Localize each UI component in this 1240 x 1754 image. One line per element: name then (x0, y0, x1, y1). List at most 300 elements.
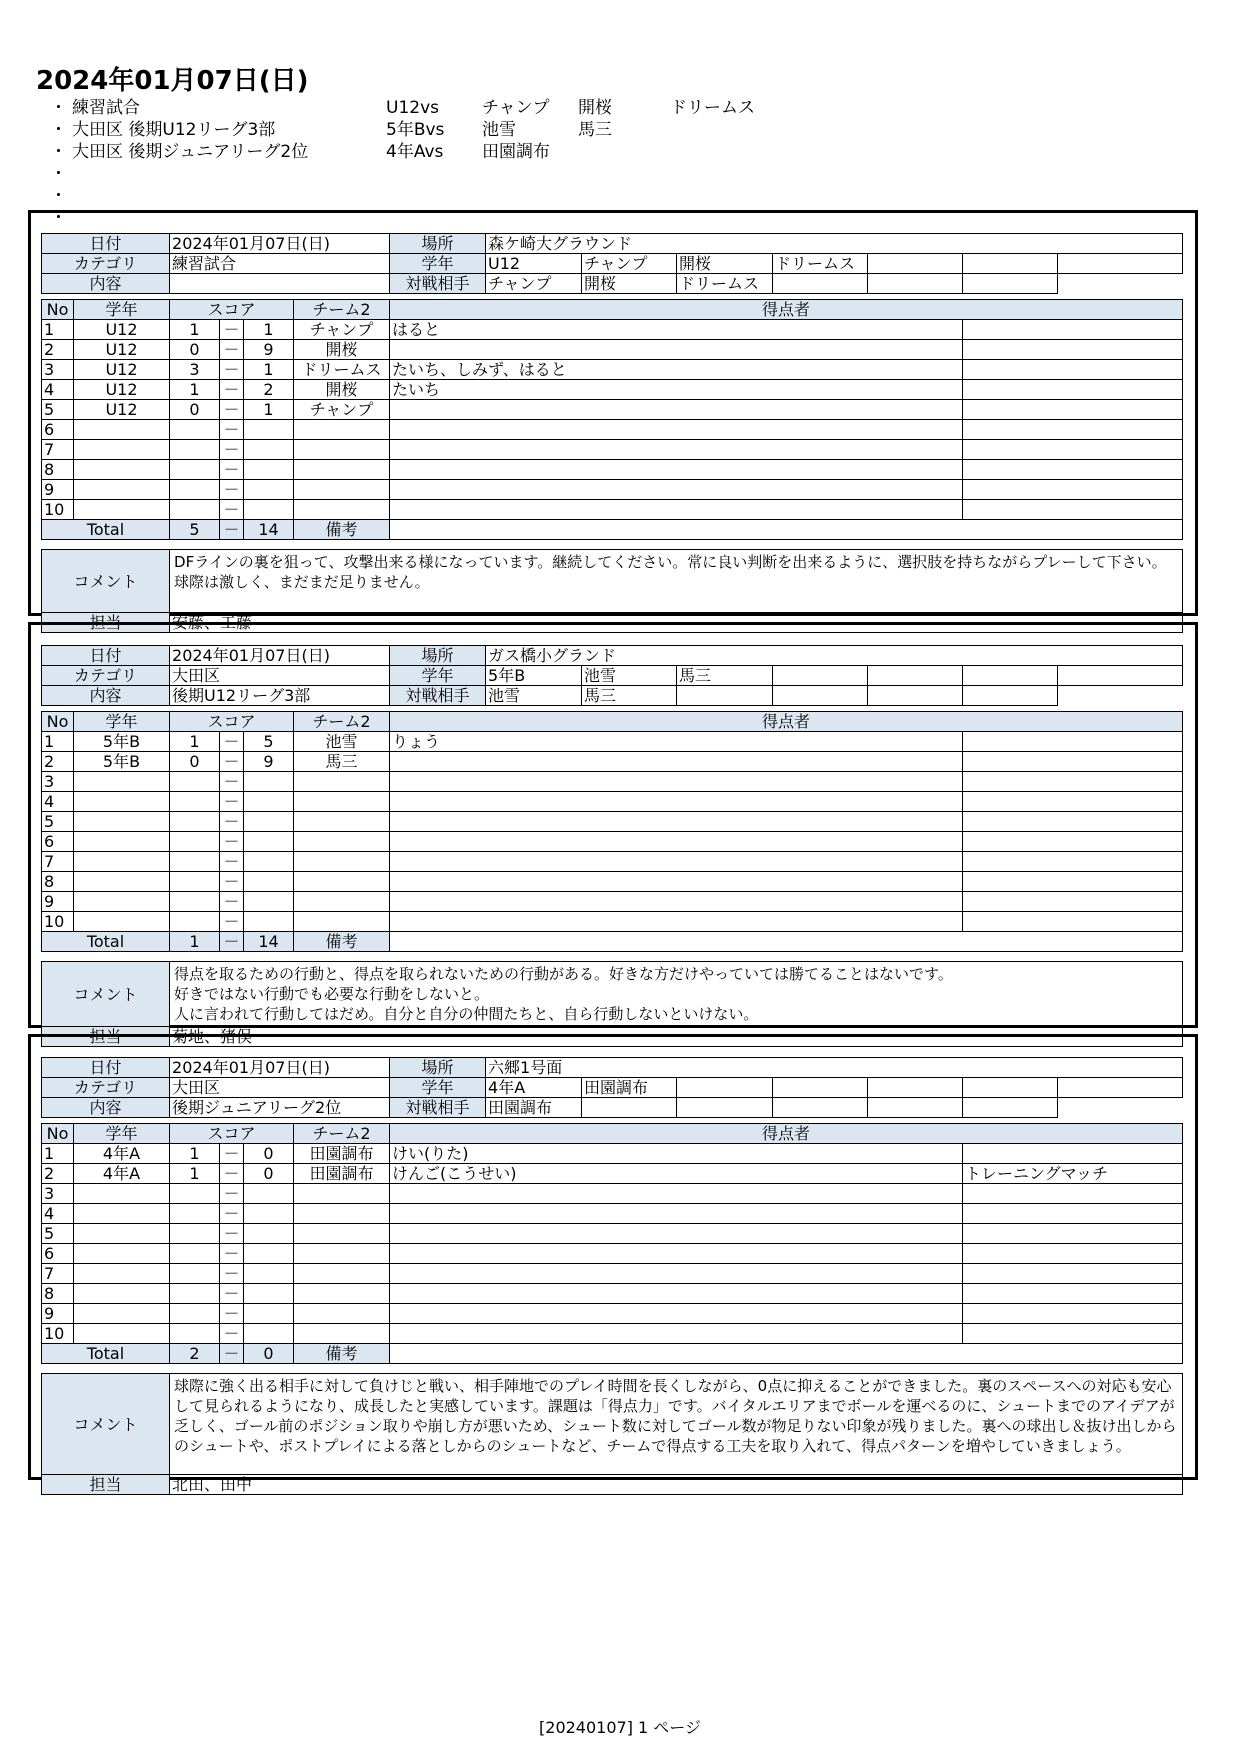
score-dash: － (220, 380, 244, 400)
staff-label: 担当 (42, 1027, 170, 1047)
game-scorer (390, 752, 963, 772)
opponent-cell (868, 254, 963, 274)
score-dash: － (220, 1324, 244, 1344)
opponent-cell: ドリームス (773, 254, 868, 274)
summary-name: 大田区 後期ジュニアリーグ2位 (72, 142, 309, 162)
summary-name: 練習試合 (72, 98, 140, 118)
score-own (170, 1304, 220, 1324)
game-grade (74, 1204, 170, 1224)
comment-label: コメント (42, 962, 170, 1027)
game-scorer: けい(りた) (390, 1144, 963, 1164)
opponent-cell (677, 1078, 773, 1098)
category-value: 練習試合 (170, 254, 390, 274)
game-no: 6 (42, 420, 74, 440)
grade-header: 学年 (74, 300, 170, 320)
opponent-cell (773, 666, 868, 686)
score-dash: － (220, 1224, 244, 1244)
info-table (41, 645, 1183, 706)
score-opp (244, 420, 294, 440)
table-row (42, 772, 1183, 792)
game-grade (74, 1304, 170, 1324)
game-note (963, 480, 1183, 500)
total-opp: 14 (244, 520, 294, 540)
page-footer: [20240107] 1 ページ (539, 1718, 701, 1737)
info-table (41, 233, 1183, 294)
table-row (42, 340, 1183, 360)
opponent-cell (773, 686, 868, 706)
game-team (294, 812, 390, 832)
score-own (170, 892, 220, 912)
score-opp (244, 892, 294, 912)
score-header: スコア (170, 1124, 294, 1144)
game-team: チャンプ (294, 320, 390, 340)
game-team (294, 852, 390, 872)
opponent-cell: 馬三 (677, 666, 773, 686)
game-note (963, 852, 1183, 872)
grade-value: 4年A (486, 1078, 582, 1098)
no-header: No (42, 712, 74, 732)
game-team (294, 912, 390, 932)
game-no: 9 (42, 1304, 74, 1324)
summary-bullet: ・ (50, 164, 67, 184)
content-value: 後期U12リーグ3部 (170, 686, 390, 706)
comment-line: 好きではない行動でも必要な行動をしないと。 (174, 985, 490, 1003)
game-note (963, 320, 1183, 340)
table-row (42, 360, 1183, 380)
score-opp (244, 792, 294, 812)
score-opp: 1 (244, 360, 294, 380)
score-opp: 9 (244, 752, 294, 772)
score-dash: － (220, 460, 244, 480)
score-opp (244, 1184, 294, 1204)
score-opp (244, 812, 294, 832)
score-opp: 2 (244, 380, 294, 400)
game-no: 7 (42, 852, 74, 872)
game-no: 1 (42, 1144, 74, 1164)
table-row (42, 1144, 1183, 1164)
category-label: カテゴリ (42, 1078, 170, 1098)
score-opp (244, 1324, 294, 1344)
opponent-cell: チャンプ (582, 254, 677, 274)
game-grade (74, 812, 170, 832)
game-scorer: りょう (390, 732, 963, 752)
summary-bullet: ・ (50, 98, 67, 118)
remarks-label: 備考 (294, 932, 390, 952)
game-no: 3 (42, 1184, 74, 1204)
score-own: 1 (170, 320, 220, 340)
score-own: 3 (170, 360, 220, 380)
opponent-cell (868, 666, 963, 686)
category-value: 大田区 (170, 1078, 390, 1098)
game-grade (74, 460, 170, 480)
opponent-cell (868, 1078, 963, 1098)
game-note (963, 1224, 1183, 1244)
score-own (170, 872, 220, 892)
team2-header: チーム2 (294, 712, 390, 732)
scorer-header: 得点者 (390, 300, 1183, 320)
comment-line: 得点を取るための行動と、得点を取られないための行動がある。好きな方だけやっていては勝てることはないです。 (174, 965, 953, 983)
opponent-cell (963, 254, 1058, 274)
opponent-cell: 開桜 (582, 274, 677, 294)
score-own (170, 912, 220, 932)
score-dash: － (220, 1184, 244, 1204)
table-row (42, 420, 1183, 440)
game-team: 田園調布 (294, 1144, 390, 1164)
score-own (170, 1184, 220, 1204)
scorer-header: 得点者 (390, 712, 1183, 732)
summary-row (50, 163, 870, 185)
total-opp: 0 (244, 1344, 294, 1364)
game-grade (74, 1264, 170, 1284)
game-grade (74, 832, 170, 852)
opponent-cell (963, 666, 1058, 686)
table-row (42, 320, 1183, 340)
opponent-cell (868, 686, 963, 706)
game-no: 10 (42, 500, 74, 520)
game-team (294, 1284, 390, 1304)
game-grade (74, 792, 170, 812)
comment-label: コメント (42, 550, 170, 613)
summary-o2: 開桜 (578, 98, 612, 118)
summary-o2: 馬三 (578, 120, 612, 140)
score-opp (244, 832, 294, 852)
game-note (963, 832, 1183, 852)
game-note (963, 1184, 1183, 1204)
summary-row (50, 185, 870, 207)
score-own (170, 460, 220, 480)
game-grade (74, 1244, 170, 1264)
score-header: スコア (170, 712, 294, 732)
comment-table (41, 1373, 1183, 1495)
game-grade: U12 (74, 320, 170, 340)
category-value: 大田区 (170, 666, 390, 686)
total-label: Total (42, 932, 170, 952)
table-row (42, 480, 1183, 500)
game-team: 開桜 (294, 340, 390, 360)
game-grade (74, 420, 170, 440)
grade-label: 学年 (390, 1078, 486, 1098)
opponent-cell (677, 686, 773, 706)
game-team (294, 1244, 390, 1264)
date-value: 2024年01月07日(日) (170, 1058, 390, 1078)
table-row (42, 1164, 1183, 1184)
score-opp (244, 872, 294, 892)
score-opp: 9 (244, 340, 294, 360)
game-no: 2 (42, 752, 74, 772)
grade-header: 学年 (74, 712, 170, 732)
game-grade: U12 (74, 400, 170, 420)
table-row (42, 1244, 1183, 1264)
score-opp: 1 (244, 320, 294, 340)
summary-o3: ドリームス (670, 98, 755, 118)
game-scorer (390, 1184, 963, 1204)
score-dash: － (220, 1284, 244, 1304)
game-scorer (390, 1324, 963, 1344)
score-own (170, 480, 220, 500)
opponent-cell (677, 1098, 773, 1118)
game-scorer (390, 340, 963, 360)
score-own (170, 1264, 220, 1284)
date-label: 日付 (42, 1058, 170, 1078)
score-own: 1 (170, 380, 220, 400)
opponent-cell (1058, 254, 1183, 274)
game-team (294, 892, 390, 912)
game-grade (74, 1324, 170, 1344)
game-team: 開桜 (294, 380, 390, 400)
game-no: 7 (42, 440, 74, 460)
game-no: 3 (42, 360, 74, 380)
game-note (963, 340, 1183, 360)
score-opp: 5 (244, 732, 294, 752)
game-team (294, 460, 390, 480)
table-row (42, 380, 1183, 400)
game-team (294, 1224, 390, 1244)
game-note (963, 912, 1183, 932)
score-dash: － (220, 792, 244, 812)
table-row (42, 752, 1183, 772)
game-team (294, 1264, 390, 1284)
score-dash: － (220, 892, 244, 912)
opponent-cell (582, 1098, 677, 1118)
content-label: 内容 (42, 1098, 170, 1118)
game-scorer (390, 1224, 963, 1244)
game-note (963, 1244, 1183, 1264)
place-value: 六郷1号面 (486, 1058, 1183, 1078)
game-scorer (390, 892, 963, 912)
grade-header: 学年 (74, 1124, 170, 1144)
game-note (963, 792, 1183, 812)
score-opp: 0 (244, 1164, 294, 1184)
game-no: 4 (42, 1204, 74, 1224)
score-dash: － (220, 420, 244, 440)
opponent-cell: 田園調布 (486, 1098, 582, 1118)
table-row (42, 440, 1183, 460)
score-opp (244, 912, 294, 932)
summary-o1: 池雪 (482, 120, 516, 140)
content-label: 内容 (42, 274, 170, 294)
content-value: 後期ジュニアリーグ2位 (170, 1098, 390, 1118)
table-row (42, 852, 1183, 872)
scorer-header: 得点者 (390, 1124, 1183, 1144)
summary-row (50, 119, 870, 141)
remarks-value (390, 520, 1183, 540)
score-opp (244, 440, 294, 460)
score-opp (244, 1224, 294, 1244)
game-no: 8 (42, 460, 74, 480)
place-value: 森ケ崎大グラウンド (486, 234, 1183, 254)
score-dash: － (220, 400, 244, 420)
team2-header: チーム2 (294, 300, 390, 320)
game-scorer (390, 772, 963, 792)
summary-name: 大田区 後期U12リーグ3部 (72, 120, 276, 140)
game-no: 2 (42, 1164, 74, 1184)
score-dash: － (220, 340, 244, 360)
opponent-cell: 馬三 (582, 686, 677, 706)
game-scorer (390, 1244, 963, 1264)
game-scorer (390, 912, 963, 932)
total-dash: － (220, 520, 244, 540)
game-grade (74, 892, 170, 912)
score-own (170, 1204, 220, 1224)
table-row (42, 1224, 1183, 1244)
total-opp: 14 (244, 932, 294, 952)
staff-label: 担当 (42, 613, 170, 633)
game-note (963, 732, 1183, 752)
game-no: 5 (42, 1224, 74, 1244)
game-no: 10 (42, 912, 74, 932)
game-grade: 4年A (74, 1164, 170, 1184)
game-scorer: たいち、しみず、はると (390, 360, 963, 380)
game-note (963, 1324, 1183, 1344)
comment-text (170, 962, 1183, 1027)
score-own (170, 832, 220, 852)
score-own: 1 (170, 732, 220, 752)
opponent-cell: チャンプ (486, 274, 582, 294)
game-scorer: はると (390, 320, 963, 340)
summary-grade: U12vs (386, 98, 439, 118)
score-own (170, 1324, 220, 1344)
summary-grade: 5年Bvs (386, 120, 445, 140)
game-grade (74, 872, 170, 892)
page-title: 2024年01月07日(日) (36, 66, 309, 96)
comment-line: 球際に強く出る相手に対して負けじと戦い、相手陣地でのプレイ時間を長くしながら、0点に抑えることができました。裏のスペースへの対応も安心して見られるようになり、成長したと実感しています。課題は「得点力」です。バイタルエリアまでボールを運べるのに、シュートまでのアイデアが乏しく、ゴール前のポジション取りや崩し方が悪いため、シュート数に対してゴール数が物足りない印象が残りました。裏への球出し＆抜け出しからのシュートや、ポストプレイによる落としからのシュートなど、チームで得点する工夫を取り入れて、得点パターンを増やしていきましょう。 (174, 1377, 1177, 1455)
game-scorer (390, 500, 963, 520)
game-grade (74, 912, 170, 932)
table-row (42, 812, 1183, 832)
opponent-cell: 池雪 (582, 666, 677, 686)
content-label: 内容 (42, 686, 170, 706)
game-no: 4 (42, 792, 74, 812)
place-label: 場所 (390, 646, 486, 666)
category-label: カテゴリ (42, 666, 170, 686)
score-dash: － (220, 832, 244, 852)
game-no: 2 (42, 340, 74, 360)
game-scorer (390, 420, 963, 440)
game-scorer (390, 852, 963, 872)
score-dash: － (220, 852, 244, 872)
game-grade (74, 440, 170, 460)
score-own (170, 1244, 220, 1264)
game-grade (74, 480, 170, 500)
remarks-value (390, 1344, 1183, 1364)
opponent-cell (963, 1098, 1058, 1118)
score-own: 0 (170, 752, 220, 772)
score-own (170, 1284, 220, 1304)
score-own (170, 500, 220, 520)
game-note (963, 500, 1183, 520)
score-own (170, 852, 220, 872)
score-own (170, 792, 220, 812)
game-note (963, 1264, 1183, 1284)
game-note (963, 872, 1183, 892)
table-row (42, 792, 1183, 812)
opponent-cell (1058, 666, 1183, 686)
game-note (963, 1284, 1183, 1304)
game-scorer (390, 832, 963, 852)
score-opp: 1 (244, 400, 294, 420)
table-row (42, 1264, 1183, 1284)
opponent-cell (963, 686, 1058, 706)
game-grade (74, 1284, 170, 1304)
game-scorer (390, 1284, 963, 1304)
game-no: 7 (42, 1264, 74, 1284)
total-dash: － (220, 932, 244, 952)
score-dash: － (220, 752, 244, 772)
score-dash: － (220, 872, 244, 892)
opponent-cell (1058, 1078, 1183, 1098)
opponent-cell (963, 274, 1058, 294)
score-own (170, 420, 220, 440)
score-dash: － (220, 1164, 244, 1184)
opponent-cell: 田園調布 (582, 1078, 677, 1098)
game-grade: 5年B (74, 732, 170, 752)
score-own (170, 812, 220, 832)
game-team (294, 1204, 390, 1224)
game-note (963, 752, 1183, 772)
summary-bullet: ・ (50, 186, 67, 206)
info-table (41, 1057, 1183, 1118)
opponent-cell (963, 1078, 1058, 1098)
date-label: 日付 (42, 646, 170, 666)
score-opp (244, 1304, 294, 1324)
game-team: 田園調布 (294, 1164, 390, 1184)
game-team (294, 1184, 390, 1204)
grade-value: 5年B (486, 666, 582, 686)
total-label: Total (42, 1344, 170, 1364)
score-opp: 0 (244, 1144, 294, 1164)
comment-label: コメント (42, 1374, 170, 1475)
game-grade (74, 1184, 170, 1204)
game-no: 8 (42, 872, 74, 892)
comment-text (170, 550, 1183, 613)
score-opp (244, 772, 294, 792)
table-row (42, 832, 1183, 852)
games-table (41, 299, 1183, 540)
match-block (28, 622, 1198, 1046)
score-opp (244, 460, 294, 480)
game-scorer (390, 1204, 963, 1224)
place-value: ガス橋小グランド (486, 646, 1183, 666)
comment-line: 人に言われて行動してはだめ。自分と自分の仲間たちと、自ら行動しないといけない。 (174, 1005, 759, 1023)
score-opp (244, 1204, 294, 1224)
game-note (963, 440, 1183, 460)
game-scorer: たいち (390, 380, 963, 400)
summary-row (50, 141, 870, 163)
game-team: チャンプ (294, 400, 390, 420)
grade-label: 学年 (390, 254, 486, 274)
game-note: トレーニングマッチ (963, 1164, 1183, 1184)
game-no: 10 (42, 1324, 74, 1344)
score-dash: － (220, 360, 244, 380)
summary-row (50, 97, 870, 119)
table-row (42, 732, 1183, 752)
summary-o1: 田園調布 (482, 142, 550, 162)
game-note (963, 772, 1183, 792)
opponent-label: 対戦相手 (390, 686, 486, 706)
table-row (42, 1284, 1183, 1304)
opponent-cell: 池雪 (486, 686, 582, 706)
summary-bullet: ・ (50, 142, 67, 162)
game-grade: U12 (74, 380, 170, 400)
game-team (294, 772, 390, 792)
game-no: 6 (42, 832, 74, 852)
table-row (42, 912, 1183, 932)
opponent-cell (773, 1078, 868, 1098)
score-opp (244, 1284, 294, 1304)
comment-table (41, 549, 1183, 633)
game-no: 9 (42, 480, 74, 500)
game-note (963, 420, 1183, 440)
